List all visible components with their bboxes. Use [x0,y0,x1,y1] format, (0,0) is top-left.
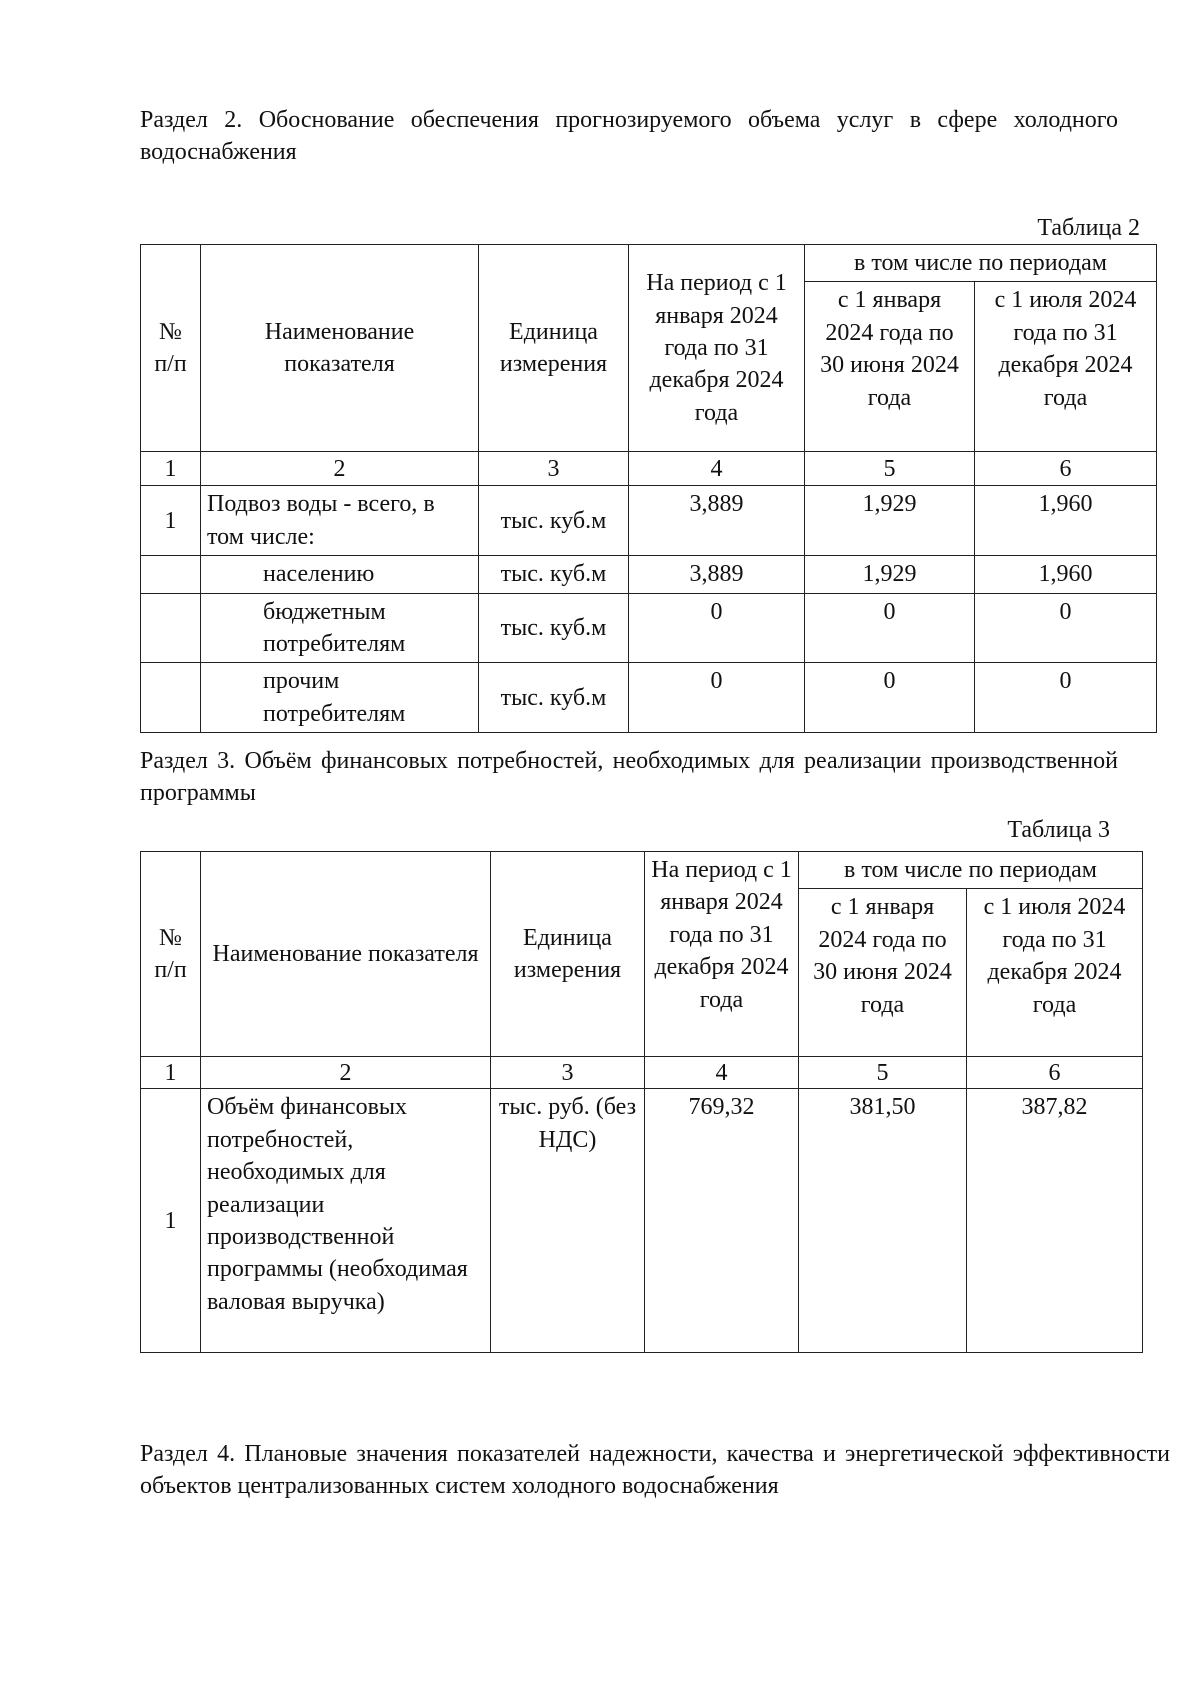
header-num: № п/п [141,852,201,1057]
row-unit: тыс. куб.м [479,556,629,593]
table-row [141,593,1157,663]
row-num: 1 [141,486,201,556]
row-unit: тыс. куб.м [479,663,629,733]
row-name: прочим потребителям [201,663,479,733]
header-half1: с 1 января 2024 года по 30 июня 2024 года [805,282,975,452]
header-half2: с 1 июля 2024 года по 31 декабря 2024 года [967,889,1143,1057]
row-num [141,556,201,593]
header-name: Наименование показателя [201,852,491,1057]
col-number: 6 [975,452,1157,486]
col-number: 4 [645,1057,799,1089]
row-name: Объём финансовых потребностей, необходимых для реализации производственной программы (необходимая валовая выручка) [201,1089,491,1353]
row-num [141,663,201,733]
row-total: 769,32 [645,1089,799,1353]
row-total: 0 [629,593,805,663]
header-period: На период с 1 января 2024 года по 31 декабря 2024 года [629,245,805,452]
row-half1: 381,50 [799,1089,967,1353]
table-row [141,663,1157,733]
row-half2: 1,960 [975,486,1157,556]
col-number: 3 [491,1057,645,1089]
header-half2: с 1 июля 2024 года по 31 декабря 2024 года [975,282,1157,452]
table-2 [140,244,1157,733]
table-2-caption: Таблица 2 [1037,215,1140,241]
col-number: 1 [141,1057,201,1089]
header-group: в том числе по периодам [799,852,1143,889]
column-numbers-row [141,1057,1143,1089]
section-4-heading: Раздел 4. Плановые значения показателей надежности, качества и энергетической эффективности объектов централизованных систем холодного водоснабжения [140,1441,1170,1500]
row-unit: тыс. куб.м [479,593,629,663]
row-half2: 0 [975,663,1157,733]
row-half1: 0 [805,663,975,733]
header-unit: Единица измерения [479,245,629,452]
header-num: № п/п [141,245,201,452]
table-3-caption: Таблица 3 [1007,817,1110,843]
row-half1: 1,929 [805,486,975,556]
table-row [141,556,1157,593]
row-name: населению [201,556,479,593]
col-number: 3 [479,452,629,486]
col-number: 5 [805,452,975,486]
section-2-heading: Раздел 2. Обоснование обеспечения прогнозируемого объема услуг в сфере холодного водоснабжения [140,107,1118,166]
row-num [141,593,201,663]
row-half1: 0 [805,593,975,663]
col-number: 5 [799,1057,967,1089]
row-unit: тыс. руб. (без НДС) [491,1089,645,1353]
row-half2: 1,960 [975,556,1157,593]
row-half2: 0 [975,593,1157,663]
col-number: 2 [201,452,479,486]
row-name: бюджетным потребителям [201,593,479,663]
table-row [141,486,1157,556]
row-total: 3,889 [629,486,805,556]
row-num: 1 [141,1089,201,1353]
header-unit: Единица измерения [491,852,645,1057]
col-number: 6 [967,1057,1143,1089]
table-3 [140,851,1143,1353]
table-row [141,1089,1143,1353]
column-numbers-row [141,452,1157,486]
row-unit: тыс. куб.м [479,486,629,556]
header-half1: с 1 января 2024 года по 30 июня 2024 года [799,889,967,1057]
row-half1: 1,929 [805,556,975,593]
header-period: На период с 1 января 2024 года по 31 декабря 2024 года [645,852,799,1057]
header-group: в том числе по периодам [805,245,1157,282]
section-3-heading: Раздел 3. Объём финансовых потребностей, необходимых для реализации производственной программы [140,748,1118,807]
row-total: 0 [629,663,805,733]
col-number: 2 [201,1057,491,1089]
row-half2: 387,82 [967,1089,1143,1353]
col-number: 1 [141,452,201,486]
row-name: Подвоз воды - всего, в том числе: [201,486,479,556]
col-number: 4 [629,452,805,486]
row-total: 3,889 [629,556,805,593]
header-name: Наименование показателя [201,245,479,452]
